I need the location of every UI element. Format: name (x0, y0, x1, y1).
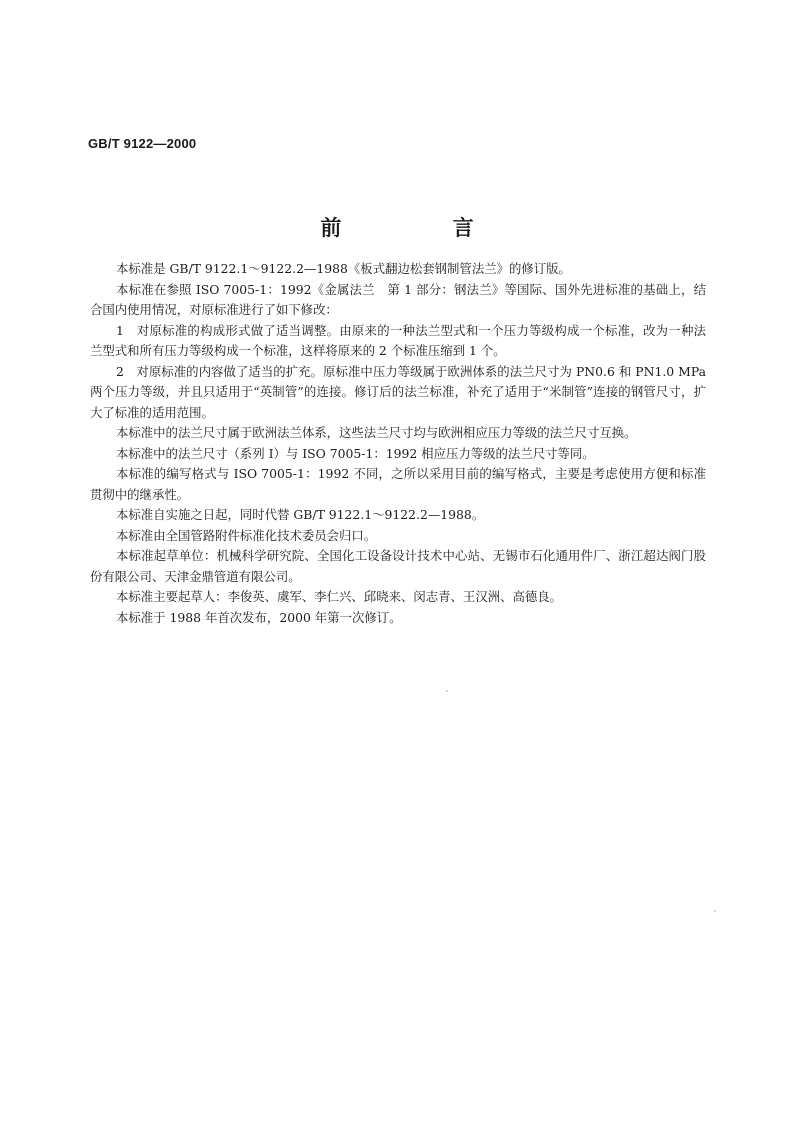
paragraph-history: 本标准于 1988 年首次发布，2000 年第一次修订。 (116, 609, 402, 625)
paragraph-drafters: 本标准主要起草人：李俊英、虞军、李仁兴、邱晓来、闵志青、王汉洲、高德良。 (116, 589, 563, 604)
foreword-body (90, 259, 706, 628)
standard-code: GB/T 9122—2000 (88, 136, 197, 151)
paragraph-reference-iso: 本标准在参照 ISO 7005-1：1992《金属法兰 第 1 部分：钢法兰》等国际、国外先进标准的基础上，结合国内使用情况，对原标准进行了如下修改： (90, 281, 706, 317)
paragraph-series-equivalence: 本标准中的法兰尺寸（系列 Ⅰ）与 ISO 7005-1：1992 相应压力等级的法兰尺寸等同。 (116, 445, 595, 461)
scan-speck (714, 910, 716, 912)
paragraph-european-system: 本标准中的法兰尺寸属于欧洲法兰体系，这些法兰尺寸均与欧洲相应压力等级的法兰尺寸互换。 (116, 425, 637, 440)
paragraph-change-1: 1 对原标准的构成形式做了适当调整。由原来的一种法兰型式和一个压力等级构成一个标准，改为一种法兰型式和所有压力等级构成一个标准，这样将原来的 2 个标准压缩到 1 个。 (90, 322, 706, 358)
paragraph-drafting-units: 本标准起草单位：机械科学研究院、全国化工设备设计技术中心站、无锡市石化通用件厂、浙江超达阀门股份有限公司、天津金鼎管道有限公司。 (90, 548, 706, 584)
paragraph-revision-of: 本标准是 GB/T 9122.1～9122.2—1988《板式翻边松套钢制管法兰》的修订版。 (116, 261, 571, 276)
paragraph-change-2: 2 对原标准的内容做了适当的扩充。原标准中压力等级属于欧洲体系的法兰尺寸为 PN0.6 和 PN1.0 MPa 两个压力等级，并且只适用于“英制管”的连接。修订后的法兰标准，补充了适用于“米制管”连接的钢管尺寸，扩大了标准的适用范围。 (90, 363, 706, 420)
scan-speck (446, 690, 448, 692)
paragraph-supersedes: 本标准自实施之日起，同时代替 GB/T 9122.1～9122.2—1988。 (116, 507, 485, 522)
paragraph-committee: 本标准由全国管路附件标准化技术委员会归口。 (116, 527, 377, 543)
page-title: 前 言 (320, 216, 526, 240)
paragraph-format: 本标准的编写格式与 ISO 7005-1：1992 不同，之所以采用目前的编写格式，主要是考虑使用方便和标准贯彻中的继承性。 (90, 466, 706, 502)
